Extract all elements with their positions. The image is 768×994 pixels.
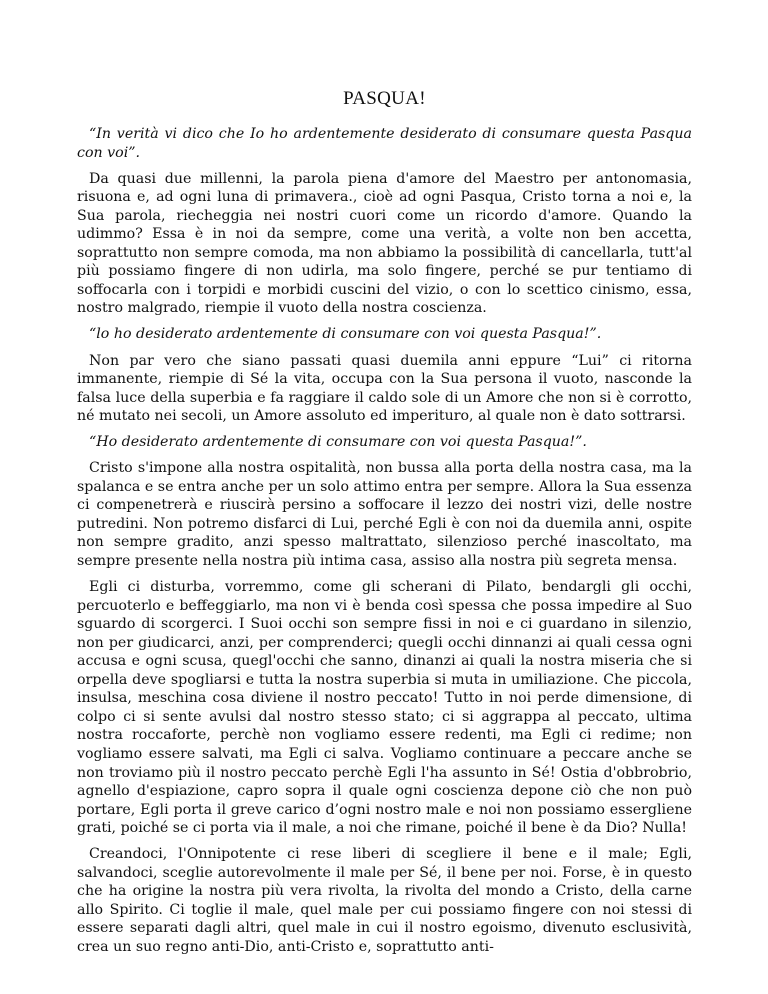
paragraph-quote: “lo ho desiderato ardentemente di consumare con voi questa Pasqua!”. — [89, 326, 602, 343]
page-title: PASQUA! — [343, 88, 426, 109]
paragraph-quote: “Ho desiderato ardentemente di consumare con voi questa Pasqua!”. — [89, 434, 587, 451]
paragraph: Creandoci, l'Onnipotente ci rese liberi di scegliere il bene e il male; Egli, salvandoci, sceglie autorevolmente il male per Sé, il bene per noi. Forse, è in questo che ha origine la nostra più vera rivolta, la rivolta del mondo a Cristo, della carne allo Spirito. Ci toglie il male, quel male per cui possiamo fingere con noi stessi di essere separati dagli altri, quel male in cui il nostro egoismo, divenuto esclusività, crea un suo regno anti-Dio, anti-Cristo e, soprattutto anti- — [77, 846, 692, 955]
paragraph: Cristo s'impone alla nostra ospitalità, non bussa alla porta della nostra casa, ma la spalanca e se entra anche per un solo attimo entra per sempre. Allora la Sua essenza ci compenetrerà e riuscirà persino a soffocare il lezzo dei nostri vizi, delle nostre putredini. Non potremo disfarci di Lui, perché Egli è con noi da duemila anni, ospite non sempre gradito, anzi spesso maltrattato, silenzioso perché inascoltato, ma sempre presente nella nostra più intima casa, assiso alla nostra più segreta mensa. — [77, 460, 692, 569]
paragraph: Non par vero che siano passati quasi duemila anni eppure “Lui” ci ritorna immanente, riempie di Sé la vita, occupa con la Sua persona il vuoto, nasconde la falsa luce della superbia e fa raggiare il caldo sole di un Amore che non si è corrotto, né mutato nei secoli, un Amore assoluto ed imperituro, al quale non è dato sottrarsi. — [77, 352, 692, 425]
paragraph: Da quasi due millenni, la parola piena d'amore del Maestro per antonomasia, risuona e, ad ogni luna di primavera., cioè ad ogni Pasqua, Cristo torna a noi e, la Sua parola, riecheggia nei nostri cuori come un ricordo d'amore. Quando la udimmo? Essa è in noi da sempre, come una verità, a volte non ben accetta, soprattutto non sempre comoda, ma non abbiamo la possibilità di cancellarla, tutt'al più possiamo fingere di non udirla, ma solo fingere, perché se pur tentiamo di soffocarla con i torpidi e morbidi cuscini del vizio, o con lo scettico cinismo, essa, nostro malgrado, riempie il vuoto della nostra coscienza. — [77, 170, 692, 317]
paragraph: Egli ci disturba, vorremmo, come gli scherani di Pilato, bendargli gli occhi, percuoterlo e beffeggiarlo, ma non vi è benda così spessa che possa impedire al Suo sguardo di scorgerci. I Suoi occhi son sempre fissi in noi e ci guardano in silenzio, non per giudicarci, anzi, per comprenderci; quegli occhi dinnanzi ai quali cessa ogni accusa e ogni scusa, quegl'occhi che sanno, dinanzi ai quali la nostra miseria che si orpella deve spogliarsi e tutta la nostra superbia si muta in umiliazione. Che piccola, insulsa, meschina cosa diviene il nostro peccato! Tutto in noi perde dimensione, di colpo ci si sente avulsi dal nostro stesso stato; ci si aggrappa al peccato, ultima nostra roccaforte, perchè non vogliamo essere redenti, ma Egli ci redime; non vogliamo essere salvati, ma Egli ci salva. Vogliamo continuare a peccare anche se non troviamo più il nostro peccato perchè Egli l'ha assunto in Sé! Ostia d'obbrobrio, agnello d'espiazione, capro sopra il quale ogni coscienza depone ciò che non può portare, Egli porta il greve carico d’ogni nostro male e noi non possiamo essergliene grati, poiché se ci porta via il male, a noi che rimane, poiché il bene è da Dio? Nulla! — [77, 579, 692, 837]
document-page — [77, 88, 692, 964]
paragraph-quote: “In verità vi dico che Io ho ardentemente desiderato di consumare questa Pasqua con voi”. — [77, 126, 692, 161]
